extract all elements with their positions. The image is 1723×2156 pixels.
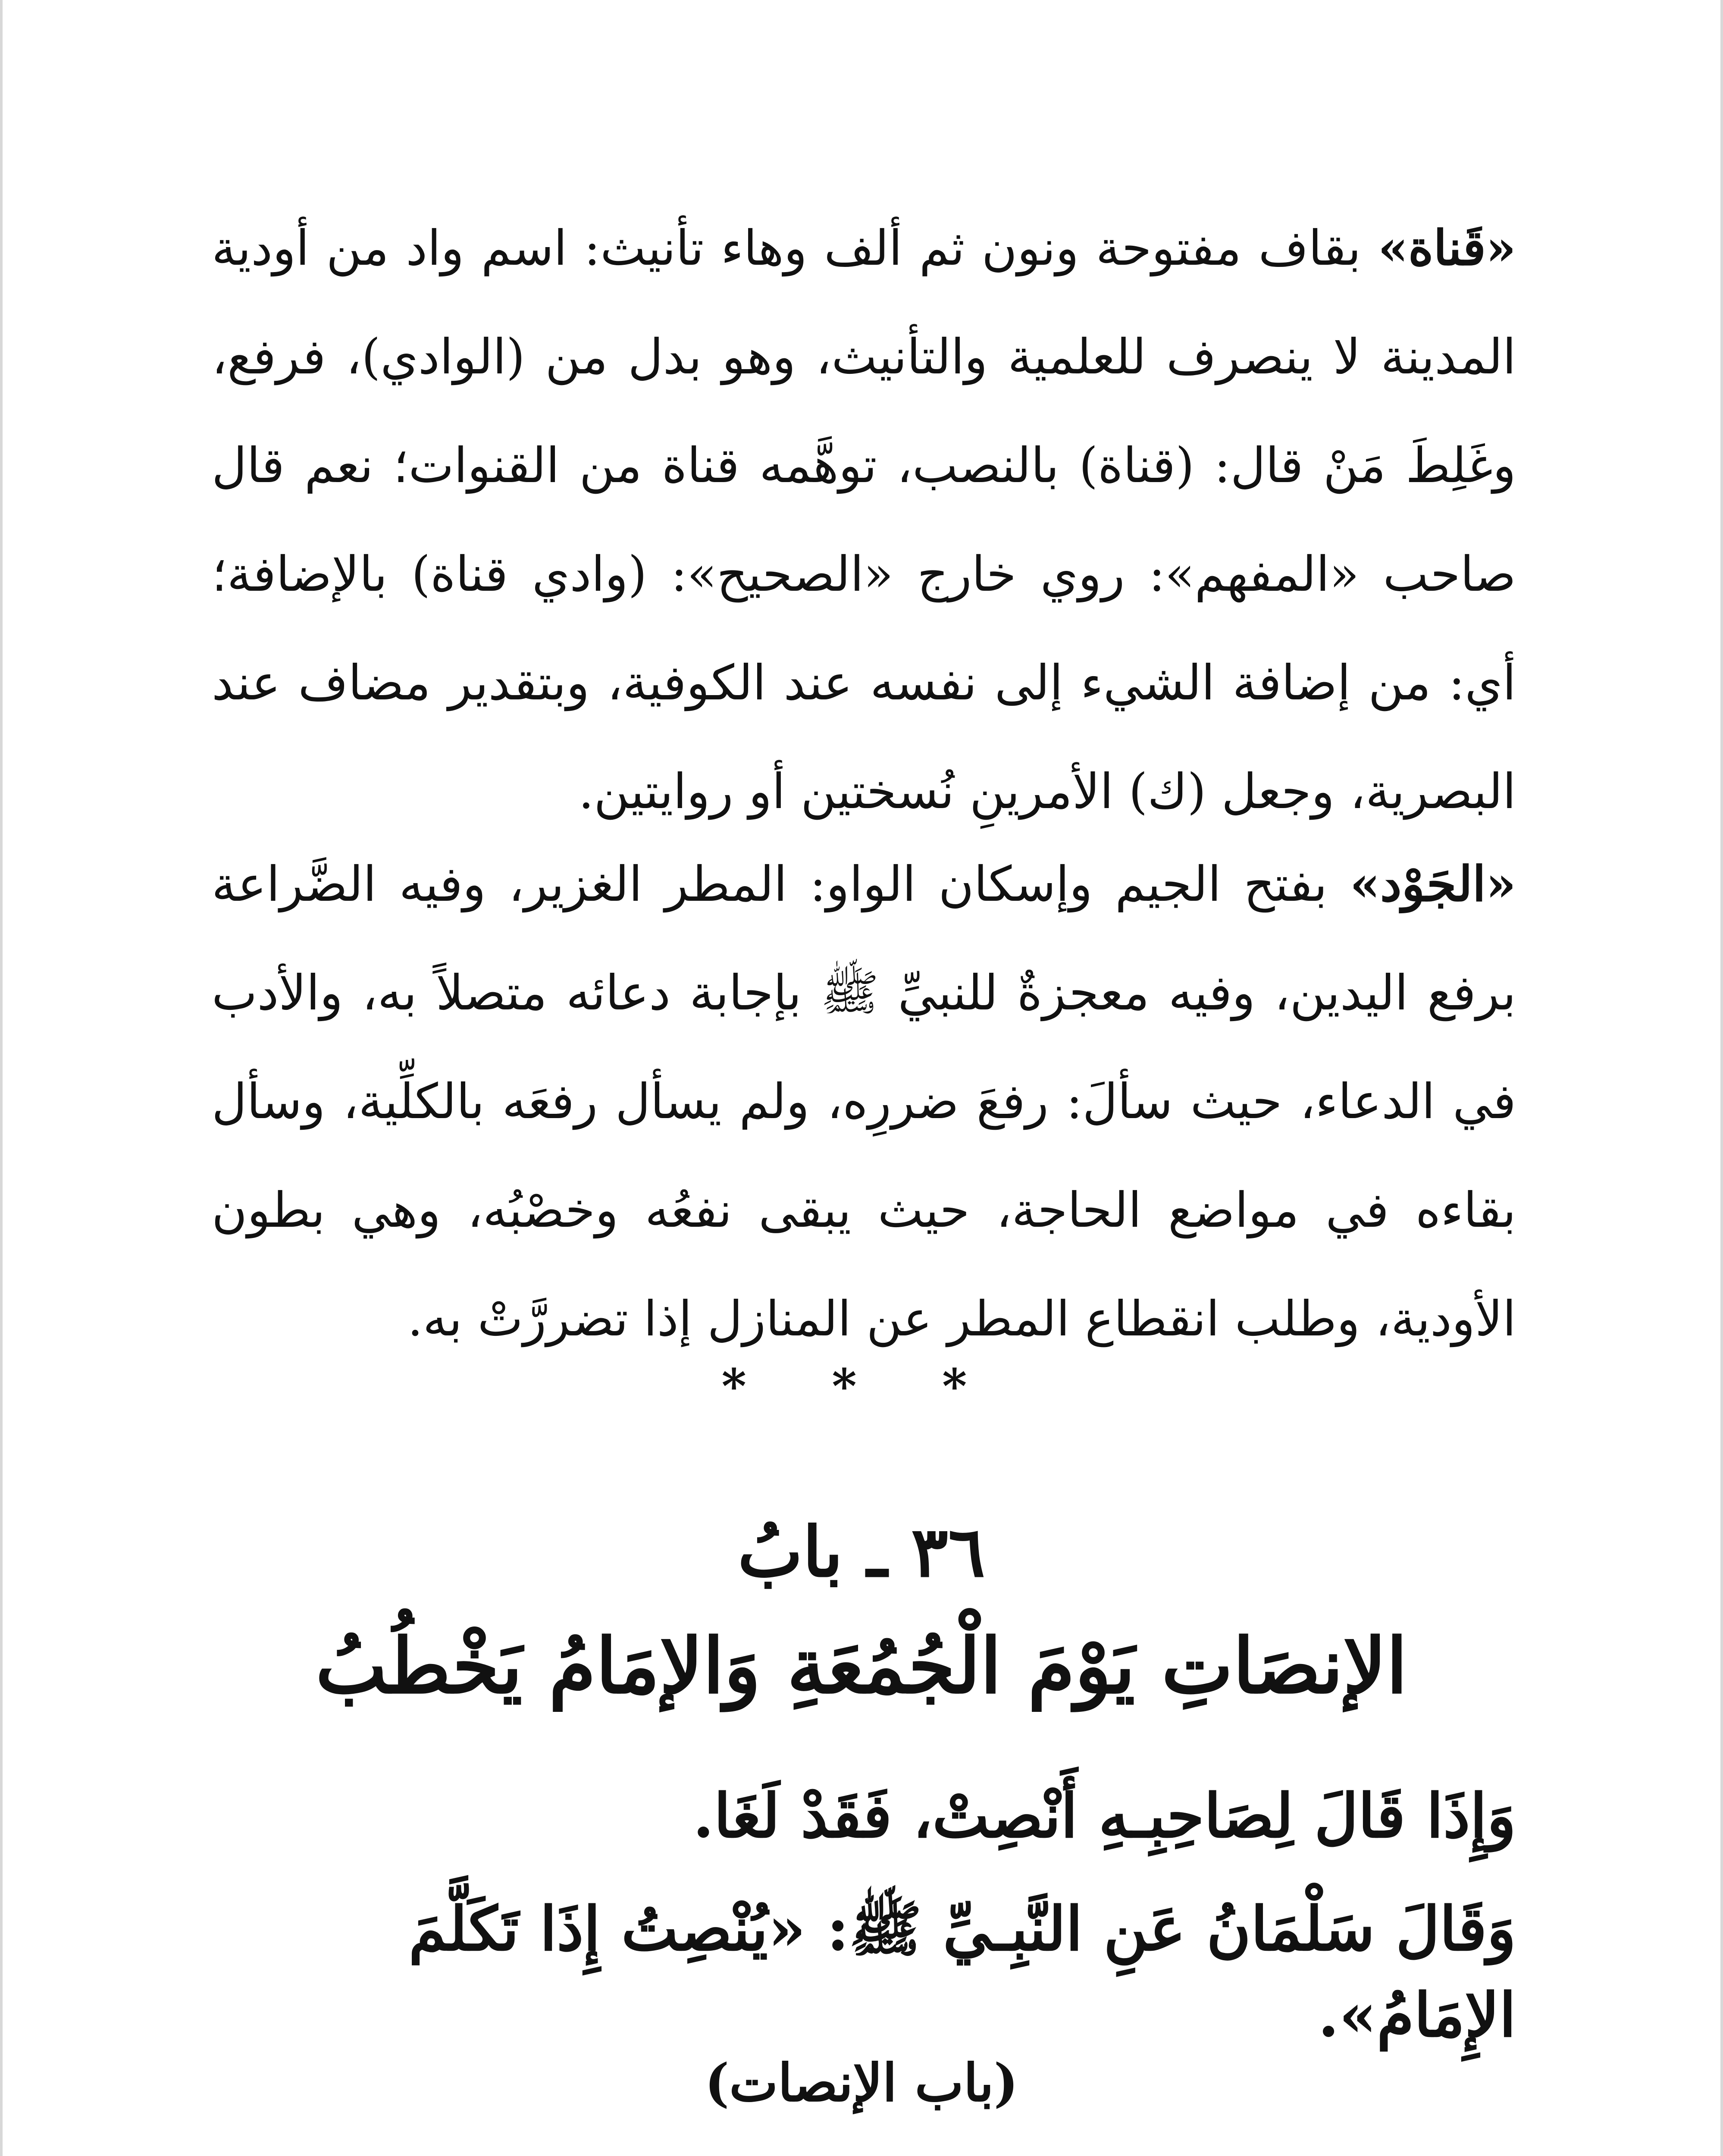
hadith-text-line-2: وَقَالَ سَلْمَانُ عَنِ النَّبِـيِّ ﷺ: «يُنْصِتُ إِذَا تَكَلَّمَ الإِمَامُ». bbox=[408, 1894, 1516, 2051]
commentary-paragraph-jawd bbox=[212, 830, 1516, 1373]
hadith-text-line-1: وَإِذَا قَالَ لِصَاحِبِـهِ أَنْصِتْ، فَقَدْ لَغَا. bbox=[692, 1781, 1516, 1852]
chapter-title: الإنصَاتِ يَوْمَ الْجُمُعَةِ وَالإمَامُ يَخْطُبُ bbox=[315, 1621, 1408, 1711]
scan-edge-left bbox=[0, 0, 3, 2156]
jawd-explanation: بفتح الجيم وإسكان الواو: المطر الغزير، وفيه الضَّراعة برفع اليدين، وفيه معجزةٌ للنبيِّ ﷺ بإجابة دعائه متصلاً به، والأدب في الدعاء، حيث سألَ: رفعَ ضررِه، ولم يسأل رفعَه بالكلِّية، وسأل بقاءه في مواضع الحاجة، حيث يبقى نفعُه وخصْبُه، وهي بطون الأودية، وطلب انقطاع المطر عن المنازل إذا تضررَّتْ به. bbox=[212, 856, 1516, 1347]
term-qanah: «قَناة» bbox=[1378, 220, 1516, 276]
commentary-paragraph-qanah bbox=[212, 194, 1516, 846]
section-separator: * * * bbox=[721, 1358, 1002, 1414]
qanah-explanation: بقاف مفتوحة ونون ثم ألف وهاء تأنيث: اسم واد من أودية المدينة لا ينصرف للعلمية والتأنيث، وهو بدل من (الوادي)، فرفع، وغَلِطَ مَنْ قال: (قناة) بالنصب، توهَّمه قناة من القنوات؛ نعم قال صاحب «المفهم»: روي خارج «الصحيح»: (وادي قناة) بالإضافة؛ أي: من إضافة الشيء إلى نفسه عند الكوفية، وبتقدير مضاف عند البصرية، وجعل (ك) الأمرينِ نُسختين أو روايتين. bbox=[212, 220, 1516, 820]
scan-edge-right bbox=[1720, 0, 1723, 2156]
chapter-number: ٣٦ ـ بابُ bbox=[737, 1511, 986, 1592]
term-jawd: «الجَوْد» bbox=[1350, 856, 1516, 912]
commentary-sub-heading: (باب الإنصات) bbox=[705, 2053, 1018, 2113]
